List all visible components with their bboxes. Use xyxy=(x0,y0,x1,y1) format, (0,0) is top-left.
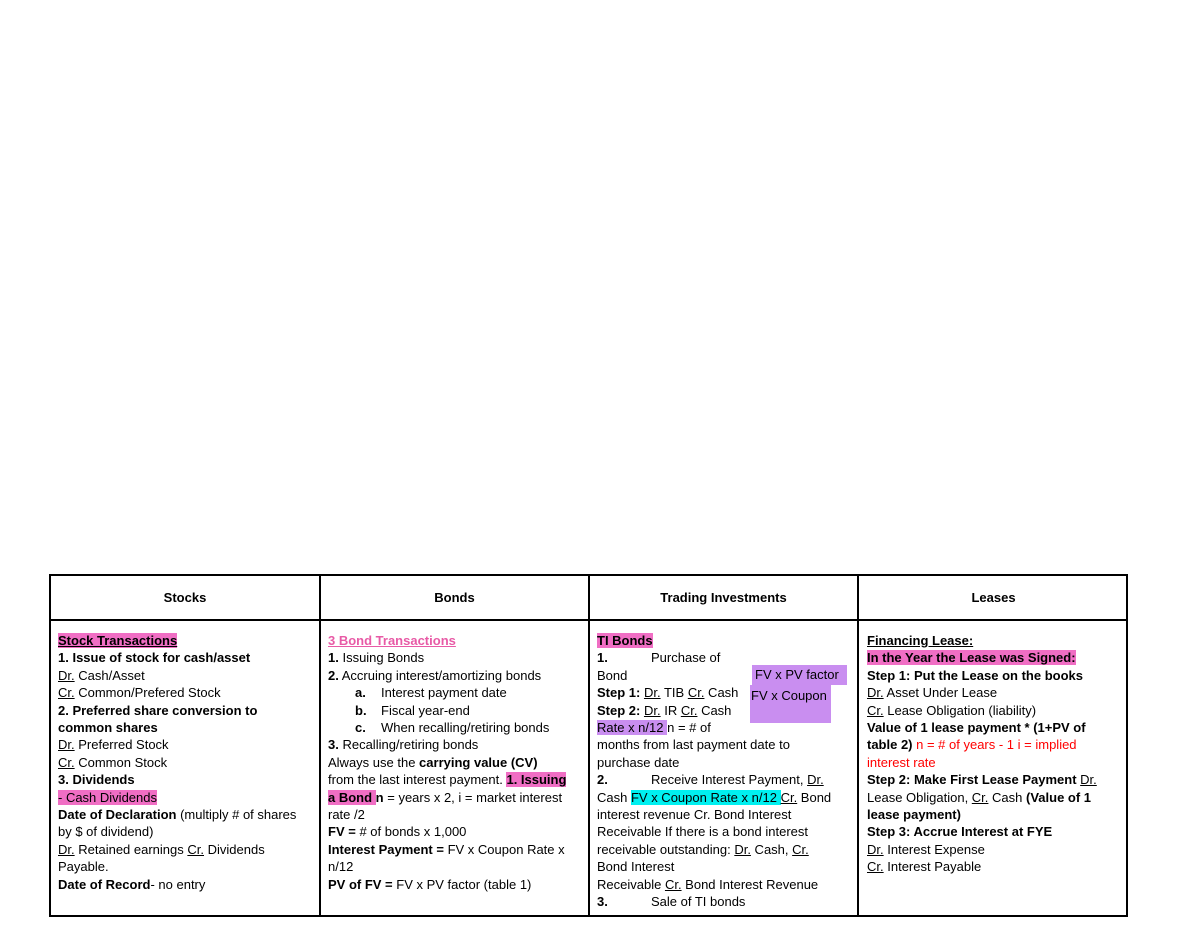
cash-dividends-highlight: - Cash Dividends xyxy=(58,789,157,805)
header-divider xyxy=(51,619,1126,621)
financing-lease-title: Financing Lease: xyxy=(867,633,974,648)
summary-table xyxy=(49,574,1128,917)
issuing-bond-highlight: 1. Issuing xyxy=(506,772,567,788)
column-divider xyxy=(319,576,321,915)
coupon-rate-highlight: FV x Coupon Rate x n/12 xyxy=(630,789,781,805)
trading-cell: TI Bonds 1. Purchase of Bond Step 1: Dr. TIB Cr. Cash Step 2: Dr. IR Cr. Cash Rate x n/12 n = # of months from last payment date to purchase date 2. Receive Interest Payment, Dr. Cash FV x Coupon Rate x n/12 Cr. Bond interest revenue Cr. Bond Interest Receivable If there is a bond interest receivable outstanding: Dr. Cash, Cr. Bond Interest Receivable Cr. Bond Interest Revenue 3. Sale of TI bonds xyxy=(597,633,832,910)
header-leases: Leases xyxy=(971,590,1016,605)
stock-item-3: 3. Dividends xyxy=(58,772,135,788)
column-divider xyxy=(857,576,859,915)
leases-cell: Financing Lease: In the Year the Lease was Signed: Step 1: Put the Lease on the books Dr. Asset Under Lease Cr. Lease Obligation (liability) Value of 1 lease payment * (1+PV of table 2) n = # of years - 1 i = implied interest rate Step 2: Make First Lease Payment Dr. Lease Obligation, Cr. Cash (Value of 1 lease payment) Step 3: Accrue Interest at FYE Dr. Interest Expense Cr. Interest Payable xyxy=(867,633,1097,875)
stocks-cell: Stock Transactions 1. Issue of stock for cash/asset Dr. Cash/Asset Cr. Common/Prefered Stock 2. Preferred share conversion to common shares Dr. Preferred Stock Cr. Common Stock 3. Dividends - Cash Dividends Date of Declaration (multiply # of shares by $ of dividend) Dr. Retained earnings Cr. Dividends Payable. Date of Record- no entry xyxy=(58,632,316,893)
bonds-cell: 3 Bond Transactions 1. Issuing Bonds 2. Accruing interest/amortizing bonds a. Interest payment date b. Fiscal year-end c. When recalling/retiring bonds 3. Recalling/retiring bonds Always use the carrying value (CV) from the last interest payment. 1. Issuing a Bond n = years x 2, i = market interest rate /2 FV = # of bonds x 1,000 Interest Payment = FV x Coupon Rate x n/12 PV of FV = FV x PV factor (table 1) xyxy=(328,633,567,892)
header-stocks: Stocks xyxy=(163,590,207,605)
stock-item-1: 1. Issue of stock for cash/asset xyxy=(58,650,251,666)
bond-transactions-title: 3 Bond Transactions xyxy=(328,633,456,648)
header-bonds: Bonds xyxy=(434,590,475,605)
rate-highlight: Rate x n/12 xyxy=(597,720,668,736)
fv-pv-factor-callout: FV x PV factor xyxy=(752,665,847,685)
header-trading-investments: Trading Investments xyxy=(660,590,787,605)
ti-bonds-title: TI Bonds xyxy=(597,633,653,648)
fv-coupon-callout: FV x Coupon xyxy=(750,685,831,723)
stock-item-2: 2. Preferred share conversion to xyxy=(58,702,258,718)
year-signed-highlight: In the Year the Lease was Signed: xyxy=(867,650,1076,666)
column-divider xyxy=(588,576,590,915)
stock-transactions-title: Stock Transactions xyxy=(58,633,178,648)
